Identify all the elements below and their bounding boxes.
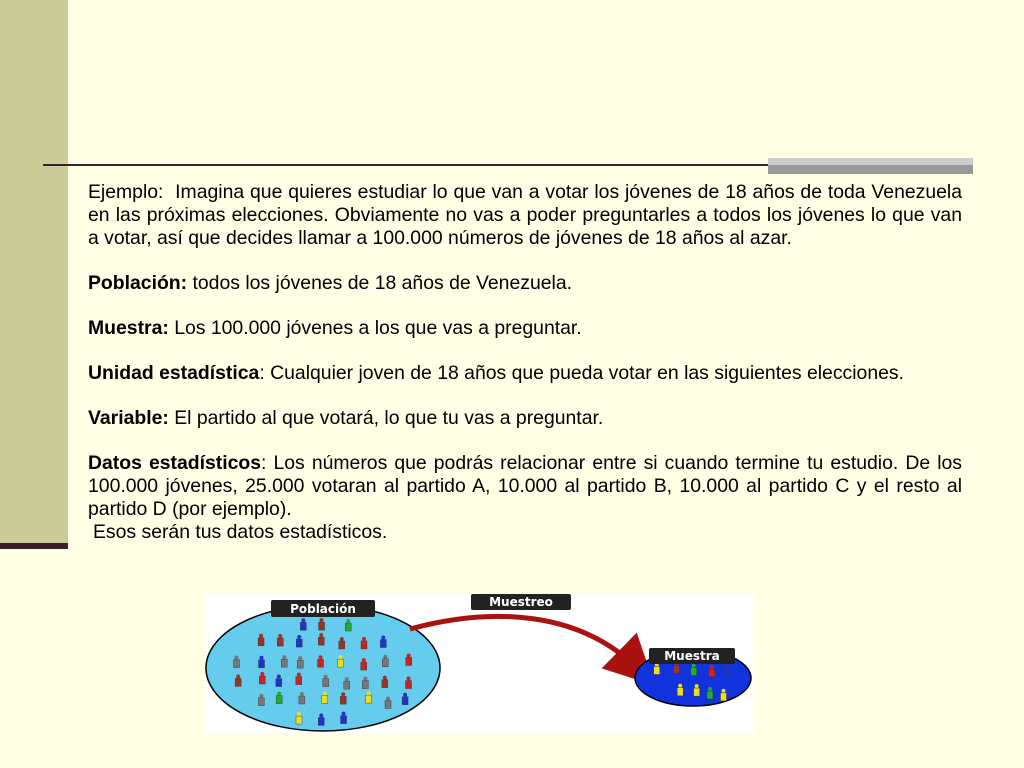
definition-variable [88,407,962,430]
population-label-text: Población [290,602,356,616]
definition-text: Los 100.000 jóvenes a los que vas a preguntar. [168,317,582,339]
definition-term: Variable: [88,407,169,429]
sampling-diagram [205,594,754,734]
example-text: Imagina que quieres estudiar lo que van a votar los jóvenes de 18 años de toda Venezuela en las próximas elecciones. Obviamente no vas a poder preguntarles a todos los jóvenes lo que van a votar, así que decides llamar a 100.000 números de jóvenes de 18 años al azar. [88,181,963,249]
definition-text: todos los jóvenes de 18 años de Venezuela. [187,272,572,294]
sample-label-text: Muestra [664,649,720,663]
definition-unidad-estadistica [88,362,962,385]
top-rule-line [43,164,768,166]
decorative-stripe-dark [768,165,973,174]
example-paragraph [88,181,962,250]
definition-text: El partido al que votará, lo que tu vas a preguntar. [168,407,604,429]
example-prefix: Ejemplo: [88,181,164,203]
sampling-label [471,594,571,610]
sampling-label-text: Muestreo [489,595,553,609]
definition-term: Unidad estadística [88,362,260,384]
slide-content [88,181,962,544]
sample-label [649,648,735,664]
left-accent-bar [0,0,68,545]
definition-muestra [88,317,962,340]
sampling-arrow [410,616,637,668]
definition-term: Muestra: [88,317,169,339]
decorative-stripe-light [768,158,973,165]
definition-datos-estadisticos [88,452,962,521]
definition-poblacion [88,272,962,295]
definition-term: Datos estadísticos [88,452,262,474]
sampling-diagram-svg [205,594,754,734]
left-accent-bar-cap [0,543,68,549]
definition-text: : Los números que podrás relacionar entre si cuando termine tu estudio. De los 100.000 jóvenes, 25.000 votaran al partido A, 10.000 al partido B, 10.000 al partido C y el resto al partido D (por ejemplo). [88,452,962,520]
definition-text: : Cualquier joven de 18 años que pueda votar en las siguientes elecciones. [259,362,904,384]
population-label [271,600,375,617]
closing-line: Esos serán tus datos estadísticos. [93,521,388,543]
definition-term: Población: [88,272,188,294]
